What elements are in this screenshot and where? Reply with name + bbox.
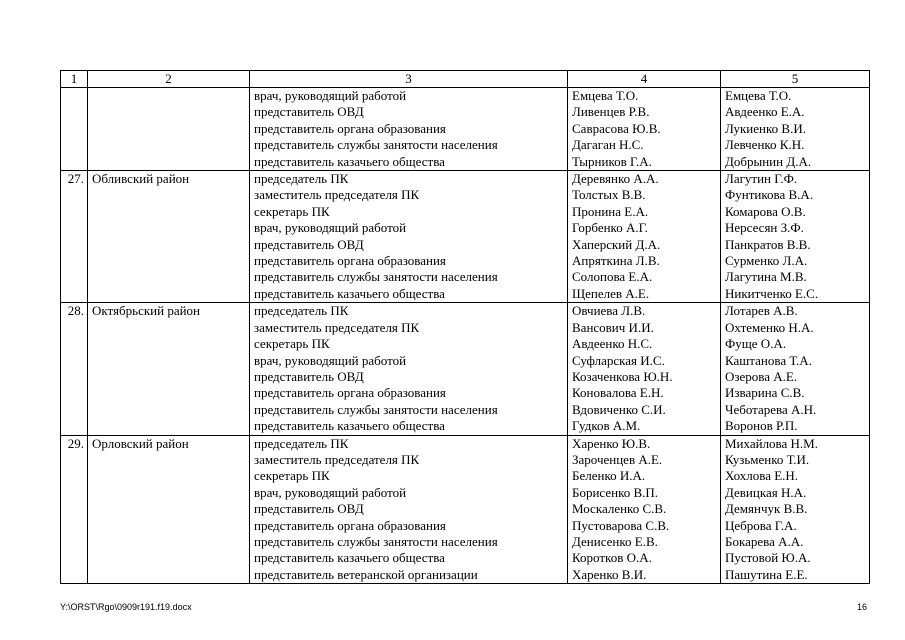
role-cell: представитель органа образования [250,253,568,269]
member-cell: Зароченцев А.Е. [568,452,721,468]
table-row [61,253,870,269]
header-cell-3: 3 [250,71,568,88]
role-cell: председатель ПК [250,303,568,320]
district-cell [88,121,250,137]
row-number-cell [61,104,88,120]
reserve-member-cell: Панкратов В.В. [721,237,870,253]
member-cell: Вансович И.И. [568,320,721,336]
reserve-member-cell: Фунтикова В.А. [721,187,870,203]
district-cell [88,452,250,468]
table-row [61,104,870,120]
member-cell: Овчиева Л.В. [568,303,721,320]
role-cell: секретарь ПК [250,336,568,352]
row-number-cell [61,137,88,153]
table-row [61,286,870,303]
reserve-member-cell: Никитченко Е.С. [721,286,870,303]
table-row [61,88,870,105]
role-cell: представитель ОВД [250,104,568,120]
reserve-member-cell: Чеботарева А.Н. [721,402,870,418]
role-cell: председатель ПК [250,171,568,188]
member-cell: Емцева Т.О. [568,88,721,105]
role-cell: представитель ветеранской организации [250,567,568,584]
role-cell: врач, руководящий работой [250,220,568,236]
role-cell: представитель казачьего общества [250,418,568,435]
district-cell [88,154,250,171]
district-cell [88,253,250,269]
role-cell: представитель службы занятости населения [250,269,568,285]
row-number-cell [61,253,88,269]
member-cell: Горбенко А.Г. [568,220,721,236]
member-cell: Суфларская И.С. [568,353,721,369]
district-cell [88,336,250,352]
reserve-member-cell: Авдеенко Е.А. [721,104,870,120]
table-row [61,353,870,369]
row-number-cell [61,269,88,285]
role-cell: представитель службы занятости населения [250,534,568,550]
district-cell [88,237,250,253]
table-body [61,88,870,584]
row-number-cell: 28. [61,303,88,320]
table-row [61,452,870,468]
table-row [61,418,870,435]
reserve-member-cell: Лотарев А.В. [721,303,870,320]
reserve-member-cell: Демянчук В.В. [721,501,870,517]
reserve-member-cell: Лагутина М.В. [721,269,870,285]
row-number-cell: 29. [61,435,88,452]
member-cell: Авдеенко Н.С. [568,336,721,352]
reserve-member-cell: Пустовой Ю.А. [721,550,870,566]
member-cell: Харенко В.И. [568,567,721,584]
row-number-cell [61,220,88,236]
district-cell: Орловский район [88,435,250,452]
member-cell: Хаперский Д.А. [568,237,721,253]
row-number-cell [61,418,88,435]
reserve-member-cell: Сурменко Л.А. [721,253,870,269]
role-cell: заместитель председателя ПК [250,320,568,336]
member-cell: Москаленко С.В. [568,501,721,517]
district-cell [88,353,250,369]
district-cell [88,501,250,517]
row-number-cell [61,88,88,105]
role-cell: представитель службы занятости населения [250,137,568,153]
row-number-cell [61,534,88,550]
row-number-cell [61,204,88,220]
role-cell: представитель ОВД [250,501,568,517]
header-row [61,71,870,88]
commission-table [60,70,870,584]
header-cell-1: 1 [61,71,88,88]
table-row [61,171,870,188]
reserve-member-cell: Лагутин Г.Ф. [721,171,870,188]
district-cell [88,385,250,401]
table-row [61,402,870,418]
row-number-cell [61,154,88,171]
member-cell: Щепелев А.Е. [568,286,721,303]
member-cell: Козаченкова Ю.Н. [568,369,721,385]
table-row [61,204,870,220]
role-cell: представитель службы занятости населения [250,402,568,418]
table-row [61,468,870,484]
district-cell [88,104,250,120]
member-cell: Деревянко А.А. [568,171,721,188]
member-cell: Толстых В.В. [568,187,721,203]
role-cell: представитель органа образования [250,385,568,401]
table-row [61,534,870,550]
role-cell: представитель ОВД [250,369,568,385]
row-number-cell [61,485,88,501]
header-cell-4: 4 [568,71,721,88]
member-cell: Харенко Ю.В. [568,435,721,452]
role-cell: заместитель председателя ПК [250,452,568,468]
row-number-cell: 27. [61,171,88,188]
member-cell: Борисенко В.П. [568,485,721,501]
member-cell: Коротков О.А. [568,550,721,566]
reserve-member-cell: Комарова О.В. [721,204,870,220]
table-row [61,518,870,534]
row-number-cell [61,237,88,253]
table-row [61,336,870,352]
table-row [61,550,870,566]
district-cell [88,320,250,336]
member-cell: Пустоварова С.В. [568,518,721,534]
district-cell [88,518,250,534]
district-cell: Обливский район [88,171,250,188]
member-cell: Солопова Е.А. [568,269,721,285]
member-cell: Беленко И.А. [568,468,721,484]
role-cell: врач, руководящий работой [250,88,568,105]
table-row [61,501,870,517]
table-row [61,435,870,452]
role-cell: представитель казачьего общества [250,286,568,303]
district-cell: Октябрьский район [88,303,250,320]
row-number-cell [61,320,88,336]
row-number-cell [61,187,88,203]
table-row [61,567,870,584]
reserve-member-cell: Охтеменко Н.А. [721,320,870,336]
member-cell: Саврасова Ю.В. [568,121,721,137]
reserve-member-cell: Бокарева А.А. [721,534,870,550]
row-number-cell [61,468,88,484]
reserve-member-cell: Нерсесян З.Ф. [721,220,870,236]
district-cell [88,137,250,153]
reserve-member-cell: Девицкая Н.А. [721,485,870,501]
row-number-cell [61,402,88,418]
reserve-member-cell: Лукиенко В.И. [721,121,870,137]
reserve-member-cell: Хохлова Е.Н. [721,468,870,484]
table-row [61,269,870,285]
table-row [61,187,870,203]
role-cell: врач, руководящий работой [250,485,568,501]
district-cell [88,269,250,285]
role-cell: представитель казачьего общества [250,550,568,566]
district-cell [88,286,250,303]
row-number-cell [61,353,88,369]
district-cell [88,204,250,220]
district-cell [88,418,250,435]
role-cell: секретарь ПК [250,468,568,484]
table-row [61,485,870,501]
role-cell: представитель органа образования [250,518,568,534]
row-number-cell [61,518,88,534]
district-cell [88,220,250,236]
member-cell: Ливенцев Р.В. [568,104,721,120]
district-cell [88,550,250,566]
reserve-member-cell: Фуще О.А. [721,336,870,352]
reserve-member-cell: Левченко К.Н. [721,137,870,153]
reserve-member-cell: Емцева Т.О. [721,88,870,105]
role-cell: заместитель председателя ПК [250,187,568,203]
role-cell: представитель казачьего общества [250,154,568,171]
district-cell [88,88,250,105]
row-number-cell [61,452,88,468]
header-cell-2: 2 [88,71,250,88]
reserve-member-cell: Озерова А.Е. [721,369,870,385]
reserve-member-cell: Кузьменко Т.И. [721,452,870,468]
district-cell [88,402,250,418]
member-cell: Дагаган Н.С. [568,137,721,153]
member-cell: Апряткина Л.В. [568,253,721,269]
reserve-member-cell: Каштанова Т.А. [721,353,870,369]
row-number-cell [61,550,88,566]
row-number-cell [61,567,88,584]
table-row [61,369,870,385]
row-number-cell [61,336,88,352]
reserve-member-cell: Воронов Р.П. [721,418,870,435]
member-cell: Вдовиченко С.И. [568,402,721,418]
reserve-member-cell: Михайлова Н.М. [721,435,870,452]
role-cell: секретарь ПК [250,204,568,220]
table-row [61,121,870,137]
table-row [61,237,870,253]
table-row [61,154,870,171]
reserve-member-cell: Добрынин Д.А. [721,154,870,171]
reserve-member-cell: Пашутина Е.Е. [721,567,870,584]
page-number: 16 [856,602,867,612]
table-row [61,303,870,320]
table-row [61,385,870,401]
table-row [61,320,870,336]
header-cell-5: 5 [721,71,870,88]
member-cell: Тырников Г.А. [568,154,721,171]
row-number-cell [61,385,88,401]
role-cell: председатель ПК [250,435,568,452]
member-cell: Пронина Е.А. [568,204,721,220]
district-cell [88,468,250,484]
role-cell: представитель ОВД [250,237,568,253]
role-cell: представитель органа образования [250,121,568,137]
row-number-cell [61,286,88,303]
district-cell [88,567,250,584]
member-cell: Денисенко Е.В. [568,534,721,550]
member-cell: Коновалова Е.Н. [568,385,721,401]
role-cell: врач, руководящий работой [250,353,568,369]
table-row [61,137,870,153]
member-cell: Гудков А.М. [568,418,721,435]
row-number-cell [61,121,88,137]
district-cell [88,369,250,385]
table-row [61,220,870,236]
row-number-cell [61,501,88,517]
reserve-member-cell: Изварина С.В. [721,385,870,401]
reserve-member-cell: Цеброва Г.А. [721,518,870,534]
district-cell [88,187,250,203]
row-number-cell [61,369,88,385]
district-cell [88,485,250,501]
footer-file-path: Y:\ORST\Rgo\0909r191.f19.docx [60,602,192,612]
district-cell [88,534,250,550]
